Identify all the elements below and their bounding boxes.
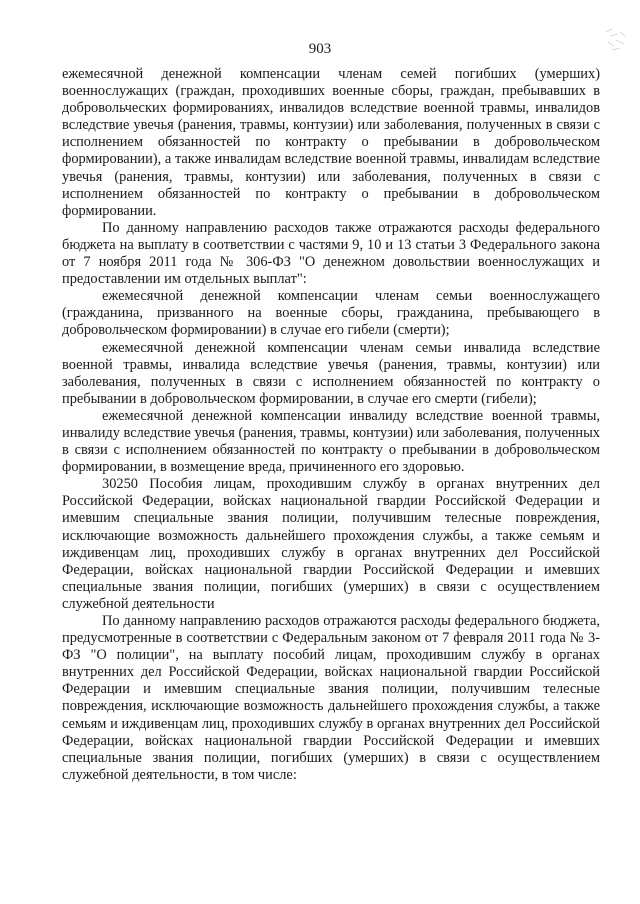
paragraph-police-benefits: По данному направлению расходов отражаются расходы федерального бюджета, предусмотренные в соответствии с Федеральным законом от 7 февраля 2011 года № 3-ФЗ "О полиции", на выплату пособий лицам, проходившим службу в органах внутренних дел Российской Федерации, войсках национальной гвардии Российской Федерации и имевшим специальные звания полиции, получившим телесные повреждения, исключающие возможность дальнейшего прохождения службы, а также семьям и иждивенцам лиц, проходивших службу в органах внутренних дел Российской Федерации, войсках национальной гвардии Российской Федерации и имевших специальные звания полиции, погибших (умерших) в связи с осуществлением служебной деятельности, в том числе:	[62, 613, 600, 783]
document-body	[62, 66, 600, 784]
paragraph-family-disabled: ежемесячной денежной компенсации членам семьи инвалида вследствие военной травмы, инвалида вследствие увечья (ранения, травмы, контузии) или заболевания, полученных в связи с исполнением обязанностей по контракту о пребывании в добровольческом формировании, в случае его смерти (гибели);	[62, 339, 600, 407]
paragraph-disabled-compensation: ежемесячной денежной компенсации инвалиду вследствие военной травмы, инвалиду вследствие увечья (ранения, травмы, контузии) или заболевания, полученных в связи с исполнением обязанностей по контракту о пребывании в добровольческом формировании, в возмещение вреда, причиненного его здоровью.	[62, 407, 600, 476]
paragraph-additional-expenses: По данному направлению расходов также отражаются расходы федерального бюджета на выплату в соответствии с частями 9, 10 и 13 статьи 3 Федерального закона от 7 ноября 2011 года № 306-ФЗ "О денежном довольствии военнослужащих и предоставлении им отдельных выплат":	[62, 219, 600, 288]
paragraph-family-serviceman: ежемесячной денежной компенсации членам семьи военнослужащего (гражданина, призванного на военные сборы, гражданина, пребывающего в добровольческом формировании) в случае его гибели (смерти);	[62, 288, 600, 339]
page-number: 903	[308, 41, 332, 57]
section-heading-30250: 30250 Пособия лицам, проходившим службу в органах внутренних дел Российской Федерации, войсках национальной гвардии Российской Федерации и имевшим специальные звания полиции, получившим телесные повреждения, исключающие возможность дальнейшего прохождения службы, а также семьям и иждивенцам лиц, проходивших службу в органах внутренних дел Российской Федерации, войсках национальной гвардии Российской Федерации и имевших специальные звания полиции, погибших (умерших) в связи с осуществлением служебной деятельности	[62, 476, 600, 612]
paragraph-compensation-list-end: ежемесячной денежной компенсации членам семей погибших (умерших) военнослужащих (граждан, проходивших военные сборы, граждан, пребывавших в добровольческих формированиях, инвалидов вследствие военной травмы, инвалидов вследствие увечья (ранения, травмы, контузии) или заболевания, полученных в связи с исполнением обязанностей по контракту о пребывании в добровольческом формировании), а также инвалидам вследствие военной травмы, инвалидам вследствие увечья (ранения, травмы, контузии) или заболевания, полученных в связи с исполнением обязанностей по контракту о пребывании в добровольческом формировании.	[62, 66, 600, 219]
